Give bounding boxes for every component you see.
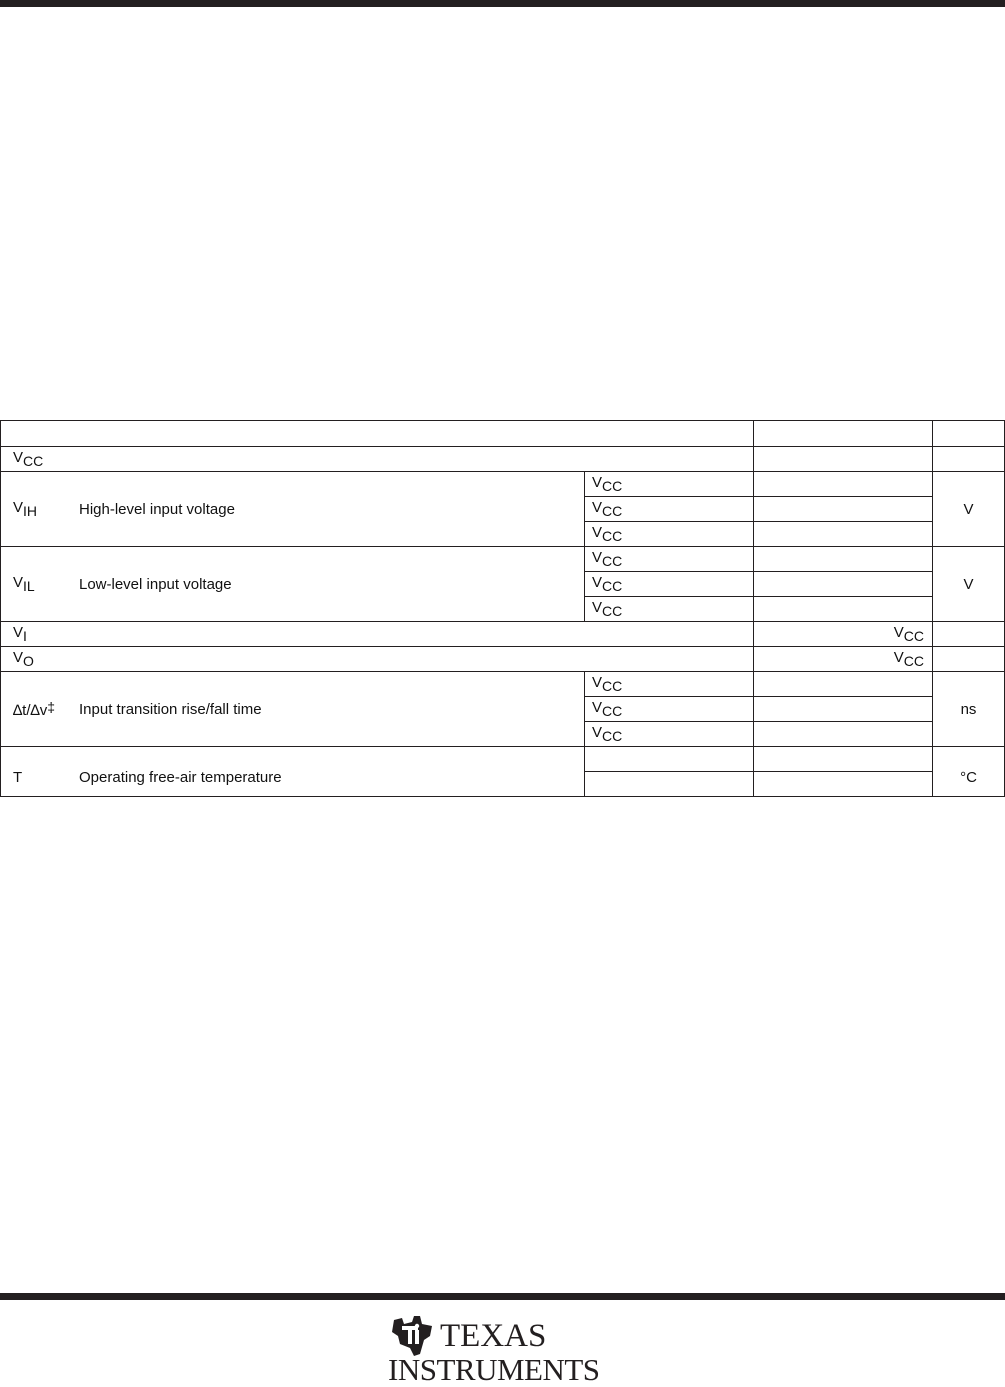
- vih-condition-2: VCC: [585, 497, 754, 522]
- dtdv-symbol: ∆t/∆v‡: [13, 699, 55, 719]
- table-row-vo: [1, 647, 1005, 672]
- vil-value-3: [754, 597, 933, 622]
- dtdv-condition-2: VCC: [585, 697, 754, 722]
- texas-instruments-logo: [388, 1312, 600, 1387]
- bottom-rule: [0, 1293, 1005, 1300]
- vcc-value-cell: [754, 447, 933, 472]
- vo-symbol-cell: VO: [1, 647, 754, 672]
- dtdv-value-2: [754, 697, 933, 722]
- dtdv-unit: ns: [933, 672, 1005, 747]
- ta-value-2: [754, 772, 933, 797]
- vih-symbol: VIH: [13, 499, 38, 519]
- dtdv-parameter-cell: [1, 672, 585, 747]
- ta-parameter-cell: [1, 747, 585, 797]
- vi-max-cell: VCC: [754, 622, 933, 647]
- vil-value-1: [754, 547, 933, 572]
- ta-condition-2: [585, 772, 754, 797]
- dtdv-description: Input transition rise/fall time: [79, 700, 262, 718]
- ta-symbol: T: [13, 769, 23, 786]
- table-row-vi: [1, 622, 1005, 647]
- table-row-vih-1: [1, 472, 1005, 497]
- table-row-ta-1: [1, 747, 1005, 772]
- vil-unit: V: [933, 547, 1005, 622]
- vih-condition-1: VCC: [585, 472, 754, 497]
- vil-condition-3: VCC: [585, 597, 754, 622]
- vil-value-2: [754, 572, 933, 597]
- vi-symbol-cell: VI: [1, 622, 754, 647]
- vo-max-cell: VCC: [754, 647, 933, 672]
- vil-condition-1: VCC: [585, 547, 754, 572]
- vih-parameter-cell: [1, 472, 585, 547]
- dtdv-condition-3: VCC: [585, 722, 754, 747]
- recommended-operating-conditions-table: [0, 420, 1005, 797]
- vil-parameter-cell: [1, 547, 585, 622]
- ta-unit: °C: [933, 747, 1005, 797]
- table-row-vil-1: [1, 547, 1005, 572]
- ta-condition-1: [585, 747, 754, 772]
- header-cell-parameter: [1, 421, 754, 447]
- dtdv-value-1: [754, 672, 933, 697]
- vih-condition-3: VCC: [585, 522, 754, 547]
- ti-logo-line1: TEXAS: [440, 1318, 547, 1354]
- ti-logo-line2: INSTRUMENTS: [388, 1352, 600, 1387]
- vih-description: High-level input voltage: [79, 500, 235, 518]
- table-row-dtdv-1: [1, 672, 1005, 697]
- vih-value-1: [754, 472, 933, 497]
- dtdv-condition-1: VCC: [585, 672, 754, 697]
- vih-value-3: [754, 522, 933, 547]
- ta-description: Operating free-air temperature: [79, 769, 282, 786]
- table-row-vcc: [1, 447, 1005, 472]
- vcc-unit-cell: [933, 447, 1005, 472]
- header-cell-value: [754, 421, 933, 447]
- vcc-symbol-cell: VCC: [1, 447, 754, 472]
- vi-unit-cell: [933, 622, 1005, 647]
- vih-value-2: [754, 497, 933, 522]
- ta-value-1: [754, 747, 933, 772]
- top-rule: [0, 0, 1005, 7]
- vil-condition-2: VCC: [585, 572, 754, 597]
- header-cell-unit: [933, 421, 1005, 447]
- vil-symbol: VIL: [13, 574, 35, 594]
- dtdv-value-3: [754, 722, 933, 747]
- vo-unit-cell: [933, 647, 1005, 672]
- table-header-row: [1, 421, 1005, 447]
- vih-unit: V: [933, 472, 1005, 547]
- vil-description: Low-level input voltage: [79, 575, 232, 593]
